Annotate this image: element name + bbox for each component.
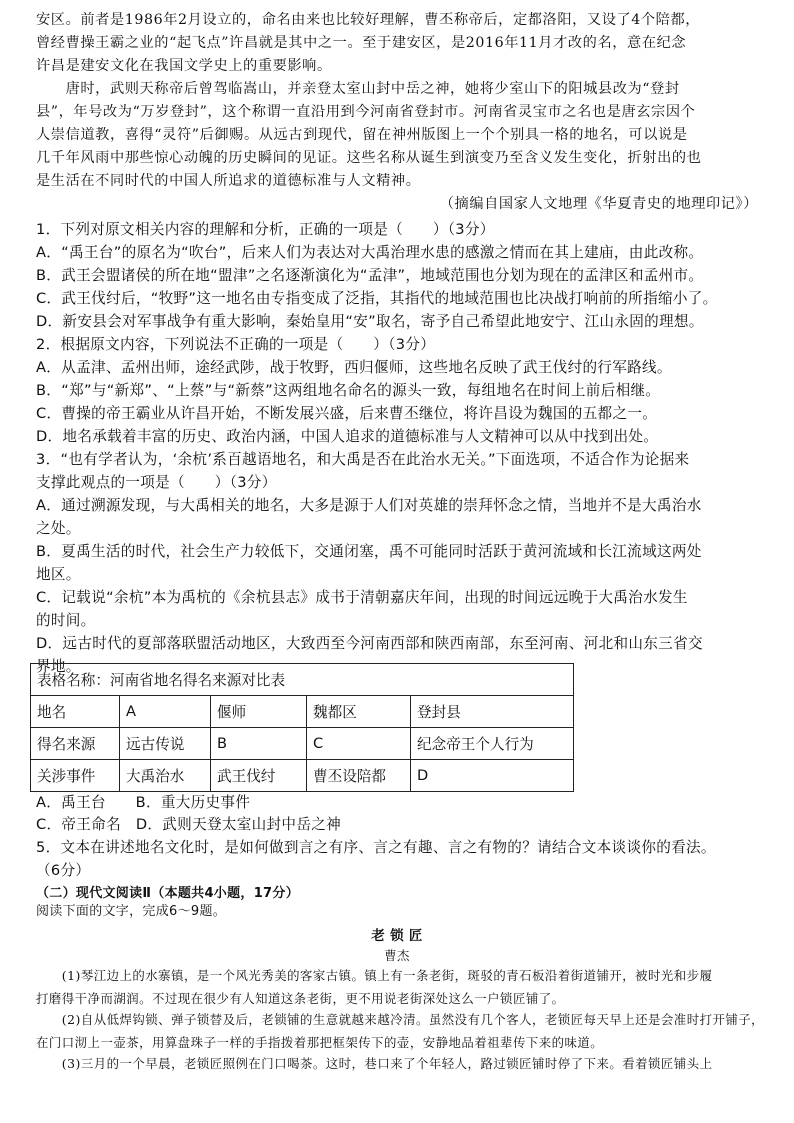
question-line: 之处。 xyxy=(36,520,81,537)
table-cell: 地名 xyxy=(31,696,120,728)
question-line: C．曹操的帝王霸业从许昌开始，不断发展兴盛，后来曹丕继位，将许昌设为魏国的五都之一。 xyxy=(36,405,658,422)
table-cell: 关涉事件 xyxy=(31,760,120,792)
article-title: 老 锁 匠 xyxy=(371,928,423,944)
table-row xyxy=(31,696,574,728)
option-line: A．禹王台 B．重大历史事件 xyxy=(36,794,251,811)
question-line: （6分） xyxy=(36,862,91,879)
table-cell: 得名来源 xyxy=(31,728,120,760)
table-cell: 大禹治水 xyxy=(120,760,211,792)
question-line: A．从孟津、孟州出师，途经武陟，战于牧野，西归偃师，这些地名反映了武王伐纣的行军路线。 xyxy=(36,359,672,376)
question-line: 界地。 xyxy=(36,658,81,675)
section-instruction: 阅读下面的文字，完成6～9题。 xyxy=(36,904,227,919)
question-line: D．新安县会对军事战争有重大影响，秦始皇用“安”取名，寄予自己希望此地安宁、江山永固的理想。 xyxy=(36,313,704,330)
passage-source: （摘编自国家人文地理《华夏青史的地理印记》） xyxy=(439,196,758,212)
table-title: 表格名称：河南省地名得名来源对比表 xyxy=(31,664,574,696)
question-line: B．武王会盟诸侯的所在地“盟津”之名逐渐演化为“孟津”，地域范围也分划为现在的孟津区和孟州市。 xyxy=(36,267,704,284)
question-line: 2．根据原文内容，下列说法不正确的一项是（ ）（3分） xyxy=(36,336,436,353)
table-cell: C xyxy=(307,728,411,760)
table-cell: 魏都区 xyxy=(307,696,411,728)
table-cell: 纪念帝王个人行为 xyxy=(411,728,574,760)
passage-line: 是生活在不同时代的中国人所追求的道德标准与人文精神。 xyxy=(36,173,421,189)
passage-line: 县”，年号改为“万岁登封”，这个称谓一直沿用到今河南省登封市。河南省灵宝市之名也是唐玄宗因个 xyxy=(36,104,696,120)
article-author: 曹杰 xyxy=(384,948,410,963)
article-line: 打磨得干净而湖润。不过现在很少有人知道这条老街，更不用说老街深处这么一户锁匠铺了。 xyxy=(36,991,565,1006)
table-cell: D xyxy=(411,760,574,792)
question-line: A．“禹王台”的原名为“吹台”，后来人们为表达对大禹治理水患的感激之情而在其上建庙，由此改称。 xyxy=(36,244,704,261)
passage-line: 几千年风雨中那些惊心动魄的历史瞬间的见证。这些名称从诞生到演变乃至含义发生变化，折射出的也 xyxy=(36,150,702,166)
option-line: C．帝王命名 D．武则天登太室山封中岳之神 xyxy=(36,816,342,833)
question-line: 3．“也有学者认为，‘余杭’系百越语地名，和大禹是否在此治水无关。”下面选项，不适合作为论据来 xyxy=(36,451,690,468)
passage-line: 许昌是建安文化在我国文学史上的重要影响。 xyxy=(36,58,332,74)
article-line: (2)自从低焊钩锁、弹子锁替及后，老锁铺的生意就越来越冷清。虽然没有几个客人，老锁匠每天早上还是会准时打开铺子， xyxy=(36,1012,765,1027)
question-line: D．地名承载着丰富的历史、政治内涵，中国人追求的道德标准与人文精神可以从中找到出处。 xyxy=(36,428,659,445)
table-row xyxy=(31,760,574,792)
passage-line: 人崇信道教，喜得“灵符”后御赐。从远古到现代，留在神州版图上一个个别具一格的地名，可以说是 xyxy=(36,127,688,143)
table-cell: 登封县 xyxy=(411,696,574,728)
place-name-table xyxy=(30,663,574,792)
question-line: 1．下列对原文相关内容的理解和分析，正确的一项是（ ）（3分） xyxy=(36,221,495,238)
question-line: B．“郑”与“新郑”、“上蔡”与“新蔡”这两组地名命名的源头一致，每组地名在时间上前后相继。 xyxy=(36,382,661,399)
question-line: C．记载说“余杭”本为禹杭的《余杭县志》成书于清朝嘉庆年间，出现的时间远远晚于大禹治水发生 xyxy=(36,589,688,606)
section-heading: （二）现代文阅读Ⅱ（本题共4小题，17分） xyxy=(36,886,299,901)
table-cell: 偃师 xyxy=(211,696,307,728)
question-line: A．通过溯源发现，与大禹相关的地名，大多是源于人们对英雄的崇拜怀念之情，当地并不是大禹治水 xyxy=(36,497,702,514)
table-cell: 远古传说 xyxy=(120,728,211,760)
table-cell: 武王伐纣 xyxy=(211,760,307,792)
table-cell: A xyxy=(120,696,211,728)
question-line: 地区。 xyxy=(36,566,81,583)
question-line: 5．文本在讲述地名文化时，是如何做到言之有序、言之有趣、言之有物的？请结合文本谈谈你的看法。 xyxy=(36,839,716,856)
question-line: B．夏禹生活的时代，社会生产力较低下，交通闭塞，禹不可能同时活跃于黄河流域和长江流域这两处 xyxy=(36,543,702,560)
table-row xyxy=(31,728,574,760)
question-line: D．远古时代的夏部落联盟活动地区，大致西至今河南西部和陕西南部，东至河南、河北和山东三省交 xyxy=(36,635,703,652)
passage-line: 曾经曹操王霸之业的“起飞点”许昌就是其中之一。至于建安区，是2016年11月才改的名，意在纪念 xyxy=(36,35,687,51)
passage-line: 安区。前者是1986年2月设立的，命名由来也比较好理解，曹丕称帝后，定都洛阳，又设了4个陪都， xyxy=(36,12,701,28)
table-cell: 曹丕设陪都 xyxy=(307,760,411,792)
passage-line: 唐时，武则天称帝后曾驾临嵩山，并亲登太室山封中岳之神，她将少室山下的阳城县改为“登封 xyxy=(36,81,680,97)
article-line: (1)琴江边上的水寨镇，是一个风光秀美的客家古镇。镇上有一条老街，斑驳的青石板沿着街道铺开，被时光和步履 xyxy=(36,968,713,983)
question-line: 支撑此观点的一项是（ ）（3分） xyxy=(36,474,277,491)
table-cell: B xyxy=(211,728,307,760)
article-line: (3)三月的一个早晨，老锁匠照例在门口喝茶。这时，巷口来了个年轻人，路过锁匠铺时停了下来。看着锁匠铺头上 xyxy=(36,1056,713,1071)
article-line: 在门口沏上一壶茶，用算盘珠子一样的手指拨着那把框架传下的壶，安静地品着祖辈传下来的味道。 xyxy=(36,1035,604,1050)
question-line: C．武王伐纣后，“牧野”这一地名由专指变成了泛指，其指代的地域范围也比决战打响前的所指缩小了。 xyxy=(36,290,718,307)
question-line: 的时间。 xyxy=(36,612,96,629)
